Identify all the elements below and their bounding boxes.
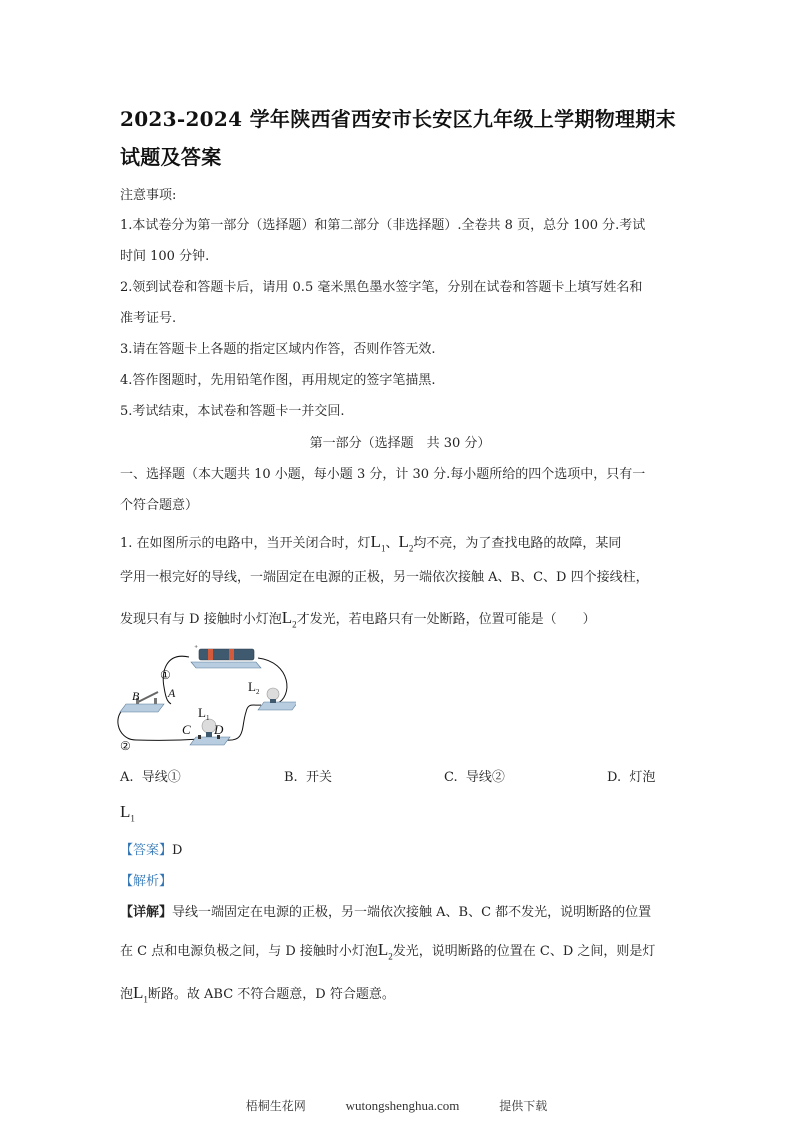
svg-text:D: D — [214, 722, 224, 737]
notice-item-2-cont: 准考证号. — [120, 311, 177, 326]
notice-item-1-cont: 时间 100 分钟. — [120, 249, 210, 264]
detail-line2: 在 C 点和电源负极之间，与 D 接触时小灯泡$L_2$发光，说明断路的位置在 C、D 之间，则是灯 — [120, 940, 656, 962]
lamp-l2-bulb — [267, 688, 279, 700]
svg-text:②: ② — [120, 739, 131, 753]
question1-line3: 发现只有与 D 接触时小灯泡$L_2$才发光，若电路只有一处断路，位置可能是（ ） — [120, 608, 596, 630]
answer-value: D — [172, 843, 183, 858]
detail-line3: 泡$L_1$断路。故 ABC 不符合题意，D 符合题意。 — [120, 983, 395, 1005]
document-title-line2: 试题及答案 — [120, 145, 222, 169]
battery-base — [191, 662, 261, 668]
notice-item-2: 2.领到试卷和答题卡后，请用 0.5 毫米黑色墨水签字笔，分别在试卷和答题卡上填写姓名和 — [120, 280, 643, 295]
part1-heading: 第一部分（选择题 共 30 分） — [309, 436, 491, 451]
lamp-l1-base — [190, 737, 230, 745]
answer-label: 【答案】 — [120, 843, 173, 858]
option-c[interactable]: C. 导线② — [444, 770, 505, 785]
document-title-line1: 2023-2024 学年陕西省西安市长安区九年级上学期物理期末 — [120, 107, 676, 131]
svg-text:L: L — [248, 679, 256, 694]
question1-text-a: 1. 在如图所示的电路中，当开关闭合时，灯 — [120, 536, 371, 551]
option-d-continuation: $L_1$ — [120, 802, 135, 824]
svg-text:+: + — [194, 644, 199, 650]
svg-text:①: ① — [160, 668, 171, 682]
svg-text:B: B — [132, 689, 140, 703]
lamp-l2-base — [258, 702, 296, 710]
notice-item-4: 4.答作图题时，先用铅笔作图，再用规定的签字笔描黑. — [120, 373, 436, 388]
footer-site-name: 梧桐生花网 — [245, 1099, 306, 1113]
notice-item-1: 1.本试卷分为第一部分（选择题）和第二部分（非选择题）.全卷共 8 页，总分 100 分.考试 — [120, 218, 646, 233]
notice-heading: 注意事项: — [120, 188, 177, 203]
section1-intro-line2: 个符合题意） — [120, 498, 199, 513]
circuit-diagram — [116, 642, 296, 757]
question1-text-b: 均不亮，为了查找电路的故障，某同 — [413, 536, 622, 551]
footer-url[interactable]: wutongshenghua.com — [345, 1098, 460, 1113]
notice-item-3: 3.请在答题卡上各题的指定区域内作答，否则作答无效. — [120, 342, 436, 357]
symbol-l1: $L_1$ — [370, 532, 386, 554]
analysis-line — [120, 872, 680, 892]
notice-item-5: 5.考试结束，本试卷和答题卡一并交回. — [120, 404, 345, 419]
detail-label: 【详解】 — [120, 905, 173, 920]
question1-line2: 学用一根完好的导线，一端固定在电源的正极，另一端依次接触 A、B、C、D 四个接线柱， — [120, 570, 649, 585]
section1-intro-line1: 一、选择题（本大题共 10 小题，每小题 3 分，计 30 分.每小题所给的四个选项中，只有一 — [120, 467, 646, 482]
battery-icon — [199, 649, 254, 660]
page-footer — [0, 1097, 793, 1114]
symbol-l2: $L_2$ — [281, 608, 297, 630]
footer-suffix: 提供下载 — [499, 1099, 548, 1113]
switch-base — [120, 704, 164, 712]
question1-line1: 1. 在如图所示的电路中，当开关闭合时，灯$L_1$、$L_2$均不亮，为了查找电路的故障，某同 — [120, 532, 622, 554]
svg-text:2: 2 — [256, 688, 260, 696]
svg-text:A: A — [168, 686, 176, 700]
answer-line — [120, 841, 680, 861]
option-b[interactable]: B. 开关 — [284, 770, 332, 785]
symbol-l2: $L_2$ — [398, 532, 414, 554]
option-a[interactable]: A. 导线① — [120, 770, 181, 785]
svg-text:L: L — [198, 705, 206, 720]
option-d[interactable]: D. 灯泡 — [607, 770, 656, 785]
svg-text:C: C — [182, 722, 191, 737]
detail-line1: 【详解】导线一端固定在电源的正极，另一端依次接触 A、B、C 都不发光，说明断路的位置 — [120, 905, 652, 920]
svg-text:1: 1 — [206, 714, 210, 722]
analysis-label: 【解析】 — [120, 874, 173, 889]
